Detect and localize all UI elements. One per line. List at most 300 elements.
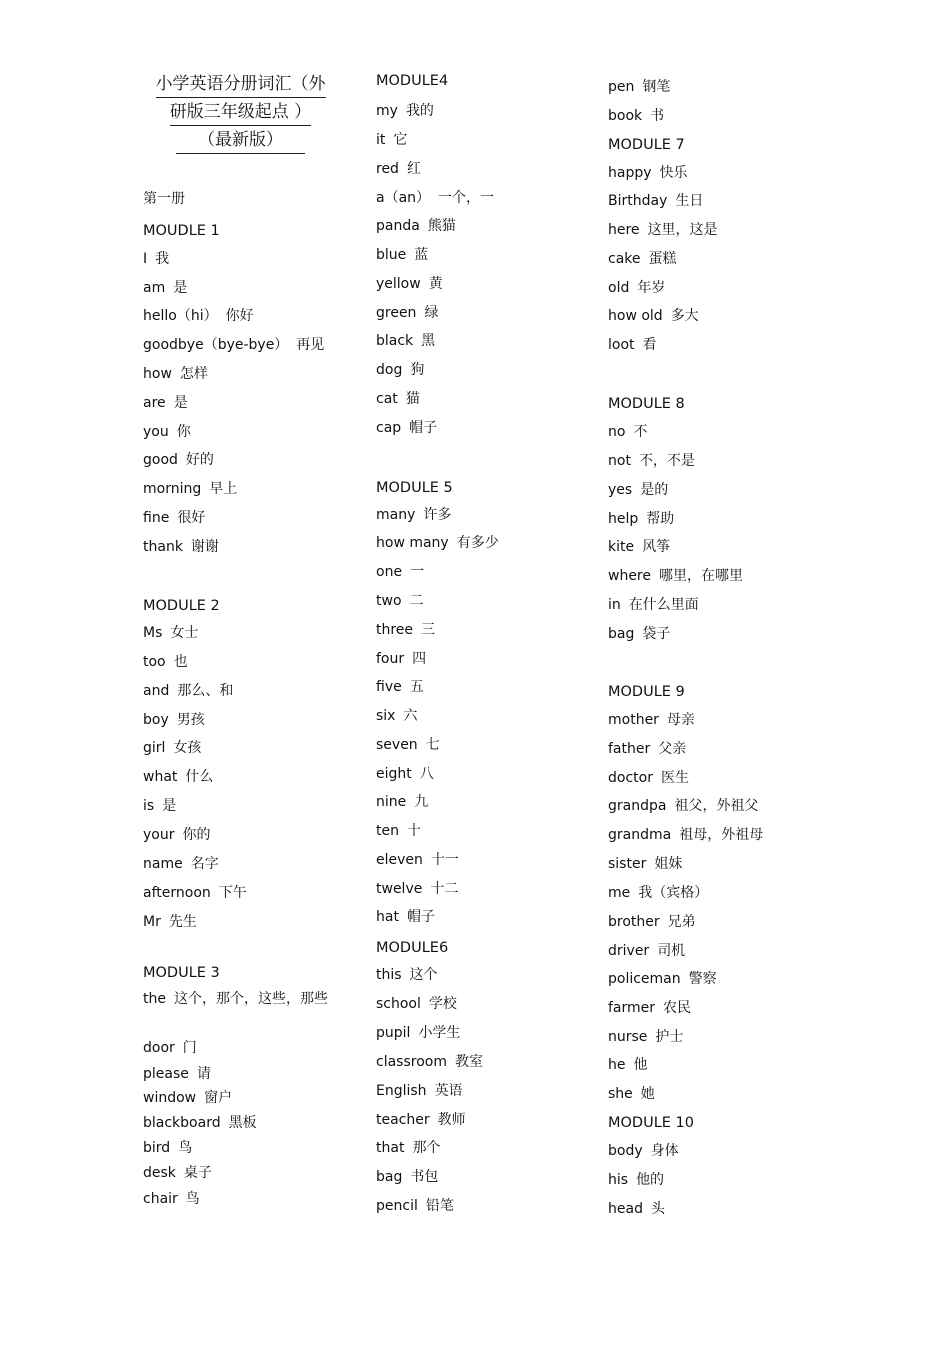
vocab-chinese: 风筝 <box>642 539 671 555</box>
vocab-english: three <box>376 622 414 638</box>
vocab-entry <box>143 451 214 469</box>
vocab-english: how old <box>608 308 663 324</box>
vocab-entry <box>608 78 670 96</box>
vocab-entry <box>376 189 494 207</box>
vocab-chinese: 书 <box>650 108 665 124</box>
vocab-chinese: 你的 <box>182 827 211 843</box>
vocab-chinese: 猫 <box>405 391 420 407</box>
vocab-english: chair <box>143 1191 178 1207</box>
vocab-english: loot <box>608 337 635 353</box>
vocab-chinese: 四 <box>412 651 427 667</box>
vocab-chinese: 早上 <box>209 481 238 497</box>
vocab-english: seven <box>376 737 418 753</box>
vocab-entry <box>608 797 758 815</box>
vocab-entry <box>376 332 435 350</box>
vocab-entry <box>608 1171 664 1189</box>
vocab-english: hello（hi） <box>143 308 218 324</box>
vocab-english: sister <box>608 856 647 872</box>
vocab-entry <box>143 653 188 671</box>
vocab-entry <box>608 855 682 873</box>
vocab-chinese: 许多 <box>423 507 452 523</box>
vocab-chinese: 鸟 <box>185 1191 200 1207</box>
vocab-english: how <box>143 366 172 382</box>
vocab-entry <box>143 884 247 902</box>
vocab-chinese: 它 <box>393 132 408 148</box>
vocab-chinese: 是 <box>173 395 188 411</box>
vocab-chinese: 黄 <box>428 276 443 292</box>
vocab-entry <box>376 650 426 668</box>
vocab-chinese: 是 <box>173 280 188 296</box>
vocab-entry <box>608 192 703 210</box>
vocab-chinese: 一个，一 <box>438 190 495 206</box>
vocab-english: thank <box>143 539 183 555</box>
volume-heading: 第一册 <box>143 191 185 207</box>
vocab-entry <box>376 736 440 754</box>
vocab-english: old <box>608 280 630 296</box>
vocab-entry <box>376 1168 438 1186</box>
vocab-entry <box>376 793 428 811</box>
vocab-entry <box>376 102 434 120</box>
vocab-chinese: 我（宾格） <box>638 885 709 901</box>
vocab-chinese: 我 <box>155 251 170 267</box>
vocab-entry <box>143 711 205 729</box>
vocab-english: where <box>608 568 651 584</box>
vocab-chinese: 什么 <box>185 769 214 785</box>
vocab-english: ten <box>376 823 399 839</box>
vocab-chinese: 熊猫 <box>427 218 456 234</box>
vocab-entry <box>608 913 696 931</box>
vocab-entry <box>143 1114 257 1132</box>
vocab-chinese: 父亲 <box>658 741 687 757</box>
vocab-english: this <box>376 967 402 983</box>
vocab-entry <box>608 336 657 354</box>
vocab-chinese: 名字 <box>190 856 219 872</box>
vocab-chinese: 十 <box>406 823 421 839</box>
vocab-english: policeman <box>608 971 681 987</box>
vocab-english: hat <box>376 909 399 925</box>
vocab-entry <box>608 596 699 614</box>
vocab-chinese: 再见 <box>296 337 325 353</box>
vocab-english: fine <box>143 510 170 526</box>
vocab-chinese: 好的 <box>185 452 214 468</box>
vocab-entry <box>376 1024 460 1042</box>
vocab-entry <box>143 768 213 786</box>
vocab-entry <box>143 423 191 441</box>
module-heading: MOUDLE 1 <box>143 223 220 239</box>
vocab-chinese: 一 <box>410 564 425 580</box>
vocab-chinese: 男孩 <box>176 712 205 728</box>
vocab-entry <box>143 913 197 931</box>
vocab-entry <box>143 1164 212 1182</box>
vocab-english: father <box>608 741 651 757</box>
vocab-english: twelve <box>376 881 423 897</box>
vocab-english: how many <box>376 535 449 551</box>
vocab-entry <box>376 592 424 610</box>
vocab-english: it <box>376 132 386 148</box>
vocab-english: is <box>143 798 155 814</box>
vocab-chinese: 二 <box>409 593 424 609</box>
vocab-entry <box>608 970 717 988</box>
vocab-english: green <box>376 305 417 321</box>
vocab-entry <box>608 423 647 441</box>
vocab-entry <box>376 419 437 437</box>
vocab-entry <box>143 250 169 268</box>
module-heading: MODULE 3 <box>143 965 220 981</box>
vocab-english: English <box>376 1083 427 1099</box>
vocab-entry <box>608 1085 655 1103</box>
vocab-chinese: 五 <box>409 679 424 695</box>
vocab-english: body <box>608 1143 643 1159</box>
vocab-chinese: 先生 <box>168 914 197 930</box>
vocab-entry <box>143 365 208 383</box>
vocab-entry <box>376 563 424 581</box>
vocab-english: that <box>376 1140 405 1156</box>
vocab-chinese: 那么、和 <box>177 683 234 699</box>
vocab-english: good <box>143 452 178 468</box>
vocab-chinese: 请 <box>196 1066 211 1082</box>
vocab-entry <box>143 624 198 642</box>
vocab-chinese: 多大 <box>670 308 699 324</box>
vocab-chinese: 这个，那个，这些，那些 <box>173 991 328 1007</box>
vocab-chinese: 十二 <box>430 881 459 897</box>
vocab-english: pupil <box>376 1025 411 1041</box>
vocab-english: black <box>376 333 414 349</box>
vocab-chinese: 袋子 <box>642 626 671 642</box>
vocab-chinese: 学校 <box>428 996 457 1012</box>
vocab-entry <box>376 707 417 725</box>
vocab-entry <box>143 1190 200 1208</box>
vocab-english: in <box>608 597 621 613</box>
vocab-english: cap <box>376 420 402 436</box>
module-heading: MODULE 7 <box>608 137 685 153</box>
vocab-chinese: 身体 <box>650 1143 679 1159</box>
vocab-chinese: 是 <box>162 798 177 814</box>
vocab-entry <box>608 164 688 182</box>
vocab-entry <box>608 625 670 643</box>
vocab-english: are <box>143 395 166 411</box>
vocab-entry <box>608 1028 683 1046</box>
vocab-english: kite <box>608 539 635 555</box>
vocab-entry <box>376 621 435 639</box>
vocab-entry <box>376 966 438 984</box>
vocab-english: one <box>376 564 403 580</box>
vocab-entry <box>143 509 205 527</box>
vocab-english: desk <box>143 1165 176 1181</box>
vocab-chinese: 不，不是 <box>638 453 695 469</box>
vocab-chinese: 母亲 <box>666 712 695 728</box>
vocab-chinese: 十一 <box>430 852 459 868</box>
vocab-english: morning <box>143 481 202 497</box>
vocab-english: dog <box>376 362 403 378</box>
vocab-chinese: 三 <box>421 622 436 638</box>
vocab-english: he <box>608 1057 626 1073</box>
vocab-entry <box>376 908 435 926</box>
vocab-english: yes <box>608 482 633 498</box>
vocab-chinese: 女孩 <box>173 740 202 756</box>
vocab-entry <box>143 988 328 1011</box>
vocab-entry <box>608 510 674 528</box>
vocab-entry <box>608 1056 648 1074</box>
vocab-entry <box>376 160 421 178</box>
vocab-english: grandpa <box>608 798 667 814</box>
vocab-chinese: 有多少 <box>456 535 499 551</box>
vocab-chinese: 英语 <box>434 1083 463 1099</box>
vocab-chinese: 帽子 <box>406 909 435 925</box>
vocab-entry <box>143 538 219 556</box>
vocab-english: you <box>143 424 169 440</box>
vocab-entry <box>143 855 219 873</box>
vocab-english: a（an） <box>376 190 431 206</box>
vocab-english: bag <box>608 626 635 642</box>
vocab-entry <box>143 336 324 354</box>
vocab-chinese: 他的 <box>636 1172 665 1188</box>
vocab-chinese: 八 <box>419 766 434 782</box>
vocab-english: four <box>376 651 405 667</box>
vocab-entry <box>376 765 434 783</box>
vocab-english: she <box>608 1086 633 1102</box>
vocab-chinese: 窗户 <box>204 1090 233 1106</box>
vocab-entry <box>143 1139 192 1157</box>
vocab-entry <box>143 279 187 297</box>
vocab-english: cake <box>608 251 641 267</box>
vocab-chinese: 教师 <box>437 1112 466 1128</box>
vocab-entry <box>376 506 451 524</box>
vocab-english: driver <box>608 943 650 959</box>
title-line-3: （最新版） <box>176 127 305 154</box>
vocab-chinese: 年岁 <box>637 280 666 296</box>
vocab-chinese: 绿 <box>424 305 439 321</box>
vocab-entry <box>608 221 718 239</box>
module-heading: MODULE6 <box>376 940 449 956</box>
vocab-chinese: 这里，这是 <box>647 222 718 238</box>
vocab-chinese: 她 <box>640 1086 655 1102</box>
vocab-entry <box>608 250 677 268</box>
vocab-english: what <box>143 769 178 785</box>
vocab-entry <box>376 1111 466 1129</box>
vocab-chinese: 很好 <box>177 510 206 526</box>
vocab-english: many <box>376 507 416 523</box>
vocab-chinese: 狗 <box>410 362 425 378</box>
vocab-chinese: 兄弟 <box>667 914 696 930</box>
module-heading: MODULE 8 <box>608 396 685 412</box>
vocab-chinese: 农民 <box>663 1000 692 1016</box>
vocab-chinese: 小学生 <box>418 1025 461 1041</box>
vocab-english: two <box>376 593 402 609</box>
vocab-english: boy <box>143 712 169 728</box>
vocab-chinese: 教室 <box>454 1054 483 1070</box>
vocab-chinese: 医生 <box>660 770 689 786</box>
vocab-english: too <box>143 654 166 670</box>
vocab-entry <box>608 999 691 1017</box>
vocab-chinese: 九 <box>414 794 429 810</box>
vocab-english: afternoon <box>143 885 211 901</box>
vocab-entry <box>608 538 670 556</box>
vocab-english: six <box>376 708 396 724</box>
vocab-entry <box>143 394 188 412</box>
vocab-english: Birthday <box>608 193 668 209</box>
vocab-entry <box>376 1053 483 1071</box>
vocab-english: school <box>376 996 421 1012</box>
vocab-english: window <box>143 1090 197 1106</box>
vocab-entry <box>376 304 438 322</box>
vocab-chinese: 那个 <box>412 1140 441 1156</box>
module-heading: MODULE4 <box>376 73 449 89</box>
vocab-entry <box>608 1200 665 1218</box>
vocab-chinese: 书包 <box>410 1169 439 1185</box>
vocab-chinese: 黑板 <box>228 1115 257 1131</box>
vocab-entry <box>608 107 664 125</box>
vocab-english: not <box>608 453 631 469</box>
vocab-chinese: 也 <box>173 654 188 670</box>
vocab-english: pen <box>608 79 635 95</box>
vocab-english: I <box>143 251 148 267</box>
vocab-entry <box>608 1142 679 1160</box>
vocab-entry <box>608 769 689 787</box>
vocab-chinese: 六 <box>403 708 418 724</box>
vocab-chinese: 七 <box>425 737 440 753</box>
vocab-entry <box>608 826 763 844</box>
vocab-entry <box>376 822 421 840</box>
module-heading: MODULE 9 <box>608 684 685 700</box>
vocab-entry <box>376 880 458 898</box>
vocab-chinese: 帽子 <box>409 420 438 436</box>
vocab-chinese: 姐妹 <box>654 856 683 872</box>
vocab-chinese: 看 <box>642 337 657 353</box>
vocab-entry <box>143 1089 232 1107</box>
vocab-english: Ms <box>143 625 163 641</box>
vocab-entry <box>143 307 254 325</box>
vocab-chinese: 鸟 <box>178 1140 193 1156</box>
vocab-english: help <box>608 511 639 527</box>
vocab-english: goodbye（bye-bye） <box>143 337 289 353</box>
vocab-entry <box>608 279 665 297</box>
vocab-english: Mr <box>143 914 161 930</box>
vocab-chinese: 谢谢 <box>190 539 219 555</box>
module-heading: MODULE 5 <box>376 480 453 496</box>
vocab-entry <box>143 682 233 700</box>
vocab-chinese: 钢笔 <box>642 79 671 95</box>
vocab-chinese: 不 <box>633 424 648 440</box>
vocab-english: cat <box>376 391 398 407</box>
vocab-entry <box>376 1082 463 1100</box>
vocab-chinese: 桌子 <box>183 1165 212 1181</box>
vocab-english: me <box>608 885 631 901</box>
vocab-chinese: 蛋糕 <box>648 251 677 267</box>
vocab-entry <box>608 481 668 499</box>
vocab-entry <box>143 1039 197 1057</box>
vocab-english: and <box>143 683 170 699</box>
vocab-entry <box>376 1197 454 1215</box>
vocab-chinese: 门 <box>182 1040 197 1056</box>
vocab-chinese: 帮助 <box>646 511 675 527</box>
vocab-entry <box>376 995 457 1013</box>
vocab-english: no <box>608 424 626 440</box>
vocab-english: yellow <box>376 276 421 292</box>
vocab-english: nurse <box>608 1029 648 1045</box>
vocab-english: farmer <box>608 1000 656 1016</box>
vocab-english: girl <box>143 740 166 756</box>
module-heading: MODULE 10 <box>608 1115 695 1131</box>
vocab-english: red <box>376 161 399 177</box>
vocab-english: blackboard <box>143 1115 221 1131</box>
module-heading: MODULE 2 <box>143 598 220 614</box>
vocab-english: panda <box>376 218 420 234</box>
vocab-entry <box>376 275 443 293</box>
vocab-entry <box>608 307 699 325</box>
vocab-chinese: 在什么里面 <box>628 597 699 613</box>
vocab-chinese: 祖父，外祖父 <box>674 798 759 814</box>
vocab-entry <box>376 131 407 149</box>
vocab-english: nine <box>376 794 407 810</box>
vocab-english: bag <box>376 1169 403 1185</box>
vocab-chinese: 司机 <box>657 943 686 959</box>
vocab-entry <box>608 942 685 960</box>
vocab-chinese: 我的 <box>405 103 434 119</box>
vocab-entry <box>376 361 424 379</box>
vocab-chinese: 警察 <box>688 971 717 987</box>
vocab-chinese: 护士 <box>655 1029 684 1045</box>
vocab-english: please <box>143 1066 189 1082</box>
vocab-english: pencil <box>376 1198 418 1214</box>
vocab-entry <box>608 884 708 902</box>
title-line-1: 小学英语分册词汇（外 <box>156 71 326 98</box>
vocab-chinese: 铅笔 <box>425 1198 454 1214</box>
vocab-entry <box>376 534 499 552</box>
vocab-chinese: 你好 <box>225 308 254 324</box>
vocab-chinese: 是的 <box>640 482 669 498</box>
vocab-english: book <box>608 108 643 124</box>
title-line-2: 研版三年级起点 ） <box>170 99 311 126</box>
vocab-english: eleven <box>376 852 423 868</box>
vocab-entry <box>143 826 210 844</box>
vocab-chinese: 怎样 <box>179 366 208 382</box>
vocab-chinese: 快乐 <box>659 165 688 181</box>
vocab-english: teacher <box>376 1112 430 1128</box>
vocab-entry <box>376 1139 440 1157</box>
vocab-english: here <box>608 222 640 238</box>
vocab-english: blue <box>376 247 407 263</box>
vocab-chinese: 他 <box>633 1057 648 1073</box>
vocab-entry <box>376 851 459 869</box>
vocab-chinese: 女士 <box>170 625 199 641</box>
vocab-entry <box>143 797 176 815</box>
vocab-entry <box>143 739 201 757</box>
vocab-english: classroom <box>376 1054 447 1070</box>
vocab-english: mother <box>608 712 659 728</box>
vocab-english: bird <box>143 1140 171 1156</box>
vocab-chinese: 这个 <box>409 967 438 983</box>
vocab-english: his <box>608 1172 629 1188</box>
vocab-entry <box>608 567 743 585</box>
vocab-entry <box>376 246 428 264</box>
vocab-chinese: 你 <box>176 424 191 440</box>
vocab-english: eight <box>376 766 412 782</box>
vocab-english: doctor <box>608 770 653 786</box>
vocab-english: your <box>143 827 175 843</box>
vocab-entry <box>143 480 237 498</box>
vocab-entry <box>608 740 686 758</box>
vocab-chinese: 黑 <box>421 333 436 349</box>
vocab-english: grandma <box>608 827 672 843</box>
vocab-english: am <box>143 280 166 296</box>
document-title <box>143 70 338 154</box>
vocab-english: the <box>143 991 166 1007</box>
vocab-entry <box>376 678 424 696</box>
vocab-english: name <box>143 856 183 872</box>
vocab-english: my <box>376 103 398 119</box>
vocab-english: five <box>376 679 402 695</box>
vocab-entry <box>376 217 456 235</box>
